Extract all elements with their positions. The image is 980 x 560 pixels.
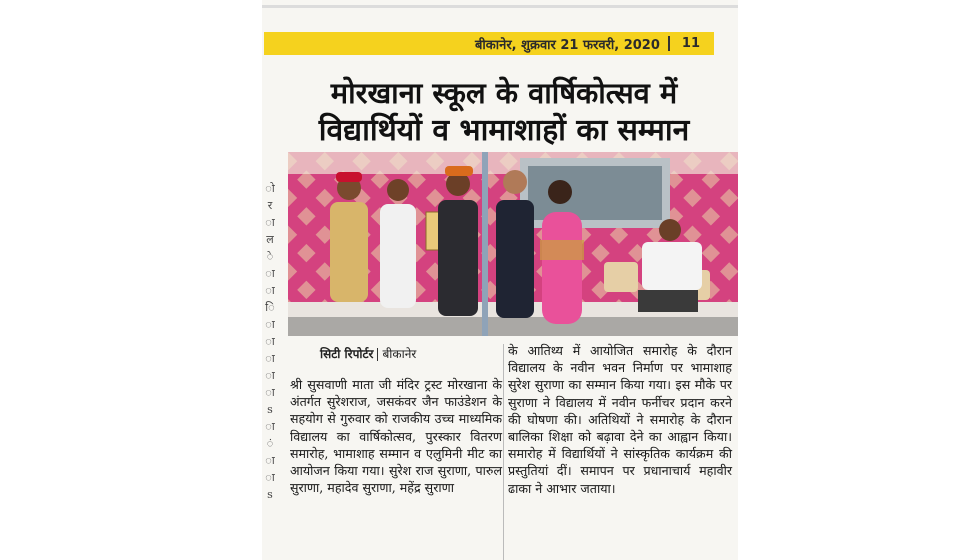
- strip-char: ा: [265, 420, 275, 433]
- byline: [320, 345, 416, 362]
- top-rule: [262, 5, 738, 8]
- page-number: 11: [681, 36, 700, 51]
- strip-char: ि: [265, 301, 275, 314]
- strip-char: s: [267, 403, 273, 416]
- strip-char: ा: [265, 386, 275, 399]
- strip-char: ो: [265, 182, 275, 195]
- strip-char: ा: [265, 335, 275, 348]
- strip-char: ा: [265, 267, 275, 280]
- strip-char: ा: [265, 284, 275, 297]
- headline-line-1: मोरखाना स्कूल के वार्षिकोत्सव में: [330, 76, 678, 110]
- adjacent-column-fragment: [262, 180, 278, 540]
- strip-char: ल: [266, 233, 274, 246]
- byline-reporter: सिटी रिपोर्टर: [320, 347, 374, 361]
- strip-char: ा: [265, 352, 275, 365]
- article-column-left: श्री सुसवाणी माता जी मंदिर ट्रस्ट मोरखाना के अंतर्गत सुरेशराज, जसकंवर जैन फाउंडेशन के सहयोग से गुरुवार को राजकीय उच्च माध्यमिक विद्यालय का वार्षिकोत्सव, पुरस्कार वितरण समारोह, भामाशाह सम्मान व एलुमिनी मीट का आयोजन किया गया। सुरेश राज सुराणा, पारुल सुराणा, महादेव सुराणा, महेंद्र सुराणा: [290, 377, 502, 496]
- byline-separator: [377, 348, 378, 361]
- strip-char: े: [266, 250, 274, 263]
- strip-char: र: [267, 199, 273, 212]
- headline: [284, 74, 724, 150]
- strip-char: ा: [265, 471, 275, 484]
- dateline-bar: [264, 32, 714, 55]
- headline-line-2: विद्यार्थियों व भामाशाहों का सम्मान: [318, 113, 690, 148]
- event-photo: [288, 152, 738, 336]
- strip-char: ा: [265, 454, 275, 467]
- dateline-text: बीकानेर, शुक्रवार 21 फरवरी, 2020: [474, 37, 660, 53]
- article-column-right: के आतिथ्य में आयोजित समारोह के दौरान विद्यालय के नवीन भवन निर्माण पर भामाशाह सुरेश सुराणा का सम्मान किया गया। इस मौके पर सुराणा ने विद्यालय में नवीन फर्नीचर प्रदान करने की घोषणा की। अतिथियों ने समारोह के दौरान बालिका शिक्षा को बढ़ावा देने का आह्वान किया। समारोह में विद्यार्थियों ने सांस्कृतिक कार्यक्रम की प्रस्तुतियां दीं। समापन पर प्रधानाचार्य महावीर ढाका ने आभार जताया।: [508, 343, 732, 496]
- strip-char: ा: [265, 216, 275, 229]
- column-divider: [503, 344, 504, 560]
- strip-char: ा: [265, 318, 275, 331]
- dateline-separator: [668, 36, 670, 51]
- strip-char: ं: [266, 437, 274, 450]
- strip-char: s: [267, 488, 273, 501]
- byline-city: बीकानेर: [382, 347, 417, 361]
- strip-char: ा: [265, 369, 275, 382]
- newspaper-clipping: [262, 0, 738, 560]
